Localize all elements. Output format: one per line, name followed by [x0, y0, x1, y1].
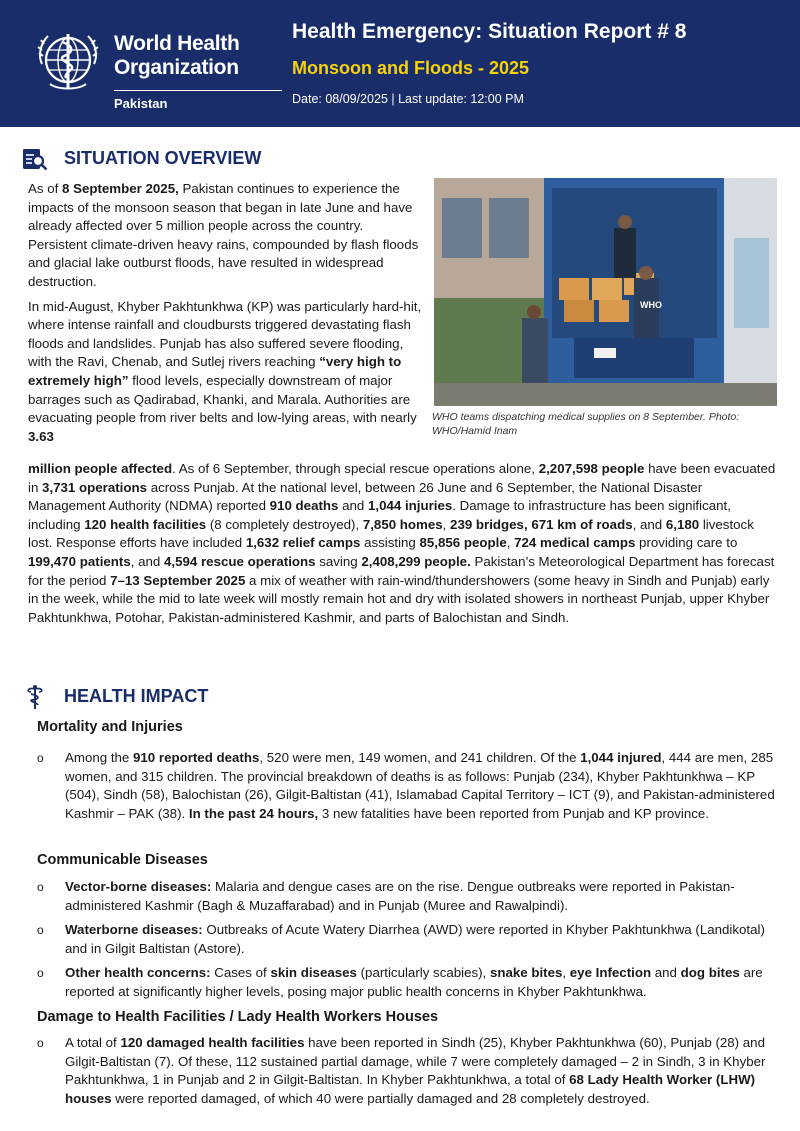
org-country: Pakistan	[114, 96, 168, 111]
who-logo	[34, 22, 284, 117]
list-item: o Among the 910 reported deaths, 520 were men, 149 women, and 241 children. Of the 1,044 injured, 444 are men, 285 women, and 315 children. The provincial breakdown of deaths is as follows: Punjab (234), Khyber Pakhtunkhwa – KP (504), Sindh (58), Balochistan (26), Gilgit-Baltistan (41), Islamabad Capital Territory – ICT (9), and Pakistan-administered Kashmir – PAK (38). In the past 24 hours, 3 new fatalities have been reported from Punjab and KP province.	[37, 750, 775, 821]
situation-paragraph-2: In mid-August, Khyber Pakhtunkhwa (KP) was particularly hard-hit, where intense rainfall and cloudbursts triggered devastating flash floods and landslides. Punjab has also suffered severe flooding, with the Ravi, Chenab, and Sutlej rivers reaching “very high to extremely high” flood levels, especially downstream of major barrages such as Qadirabad, Khanki, and Marala. Authorities are evacuating people from river belts and low-lying areas, with nearly 3.63	[28, 298, 422, 444]
report-date: Date: 08/09/2025 | Last update: 12:00 PM	[292, 92, 524, 106]
report-subtitle: Monsoon and Floods - 2025	[292, 58, 530, 78]
list-item: o Other health concerns: Cases of skin diseases (particularly scabies), snake bites, eye Infection and dog bites are reported at significantly higher levels, posing major public health concerns in Khyber Pakhtunkhwa.	[37, 965, 763, 999]
situation-paragraph-1: As of 8 September 2025, Pakistan continues to experience the impacts of the monsoon season that began in late June and have already affected over 5 million people across the country. Persistent climate-driven heavy rains, compounded by flash floods and glacial lake outburst floods, have resulted in widespread destruction.	[28, 181, 419, 289]
who-emblem-icon	[34, 26, 102, 94]
mortality-heading: Mortality and Injuries	[37, 719, 183, 735]
caduceus-icon	[22, 684, 48, 710]
section-title: SITUATION OVERVIEW	[64, 148, 262, 168]
section-title: HEALTH IMPACT	[64, 686, 209, 706]
bullet-marker: o	[37, 880, 44, 894]
communicable-heading: Communicable Diseases	[37, 852, 208, 868]
report-title: Health Emergency: Situation Report # 8	[292, 20, 687, 43]
bullet-marker: o	[37, 923, 44, 937]
photo-vest-label: WHO	[640, 300, 662, 310]
org-name	[114, 32, 240, 80]
bullet-marker: o	[37, 966, 44, 980]
situation-paragraph-2-cont: million people affected. As of 6 September, through special rescue operations alone, 2,207,598 people have been evacuated in 3,731 operations across Punjab. At the national level, between 26 June and 6 September, the National Disaster Management Authority (NDMA) reported 910 deaths and 1,044 injuries. Damage to infrastructure has been significant, including 120 health facilities (8 completely destroyed), 7,850 homes, 239 bridges, 671 km of roads, and 6,180 livestock lost. Response efforts have included 1,632 relief camps assisting 85,856 people, 724 medical camps providing care to 199,470 patients, and 4,594 rescue operations saving 2,408,299 people. Pakistan’s Meteorological Department has forecast for the period 7–13 September 2025 a mix of weather with rain-wind/thundershowers (some heavy in Sindh and Punjab) early in the week, while the mid to late week will mostly remain hot and dry with isolated showers in northeast Punjab, upper Khyber Pakhtunkhwa, Potohar, Pakistan-administered Kashmir, and parts of Balochistan and Sindh.	[28, 461, 776, 625]
list-item: o A total of 120 damaged health facilities have been reported in Sindh (25), Khyber Pakhtunkhwa (60), Punjab (28) and Gilgit-Baltistan (7). Of these, 112 sustained partial damage, while 7 were completely damaged – 2 in Sindh, 3 in Khyber Pakhtunkhwa, 1 in Punjab and 2 in Gilgit-Baltistan. In Khyber Pakhtunkhwa, a total of 68 Lady Health Worker (LHW) houses were reported damaged, of which 40 were partially damaged and 28 completely destroyed.	[37, 1035, 766, 1106]
bullet-marker: o	[37, 1036, 44, 1050]
list-item: o Waterborne diseases: Outbreaks of Acute Watery Diarrhea (AWD) were reported in Khyber Pakhtunkhwa (Landikotal) and in Gilgit Baltistan (Astore).	[37, 922, 765, 956]
situation-text-narrow	[28, 180, 423, 452]
bullet-marker: o	[37, 751, 44, 765]
list-item: o Vector-borne diseases: Malaria and dengue cases are on the rise. Dengue outbreaks were reported in Pakistan-administered Kashmir (Bagh & Muzaffarabad) and in Punjab (Muree and Rawalpindi).	[37, 879, 735, 913]
damage-heading: Damage to Health Facilities / Lady Health Workers Houses	[37, 1009, 439, 1025]
report-header	[0, 0, 800, 127]
org-name-line1: World Health	[114, 32, 240, 55]
relief-supplies-photo	[434, 178, 777, 406]
situation-text-wide	[28, 460, 776, 633]
org-name-line2: Organization	[114, 56, 239, 79]
document-search-icon	[22, 146, 48, 172]
photo-caption: WHO teams dispatching medical supplies on 8 September. Photo: WHO/Hamid Inam	[432, 411, 740, 437]
logo-divider	[114, 90, 282, 91]
